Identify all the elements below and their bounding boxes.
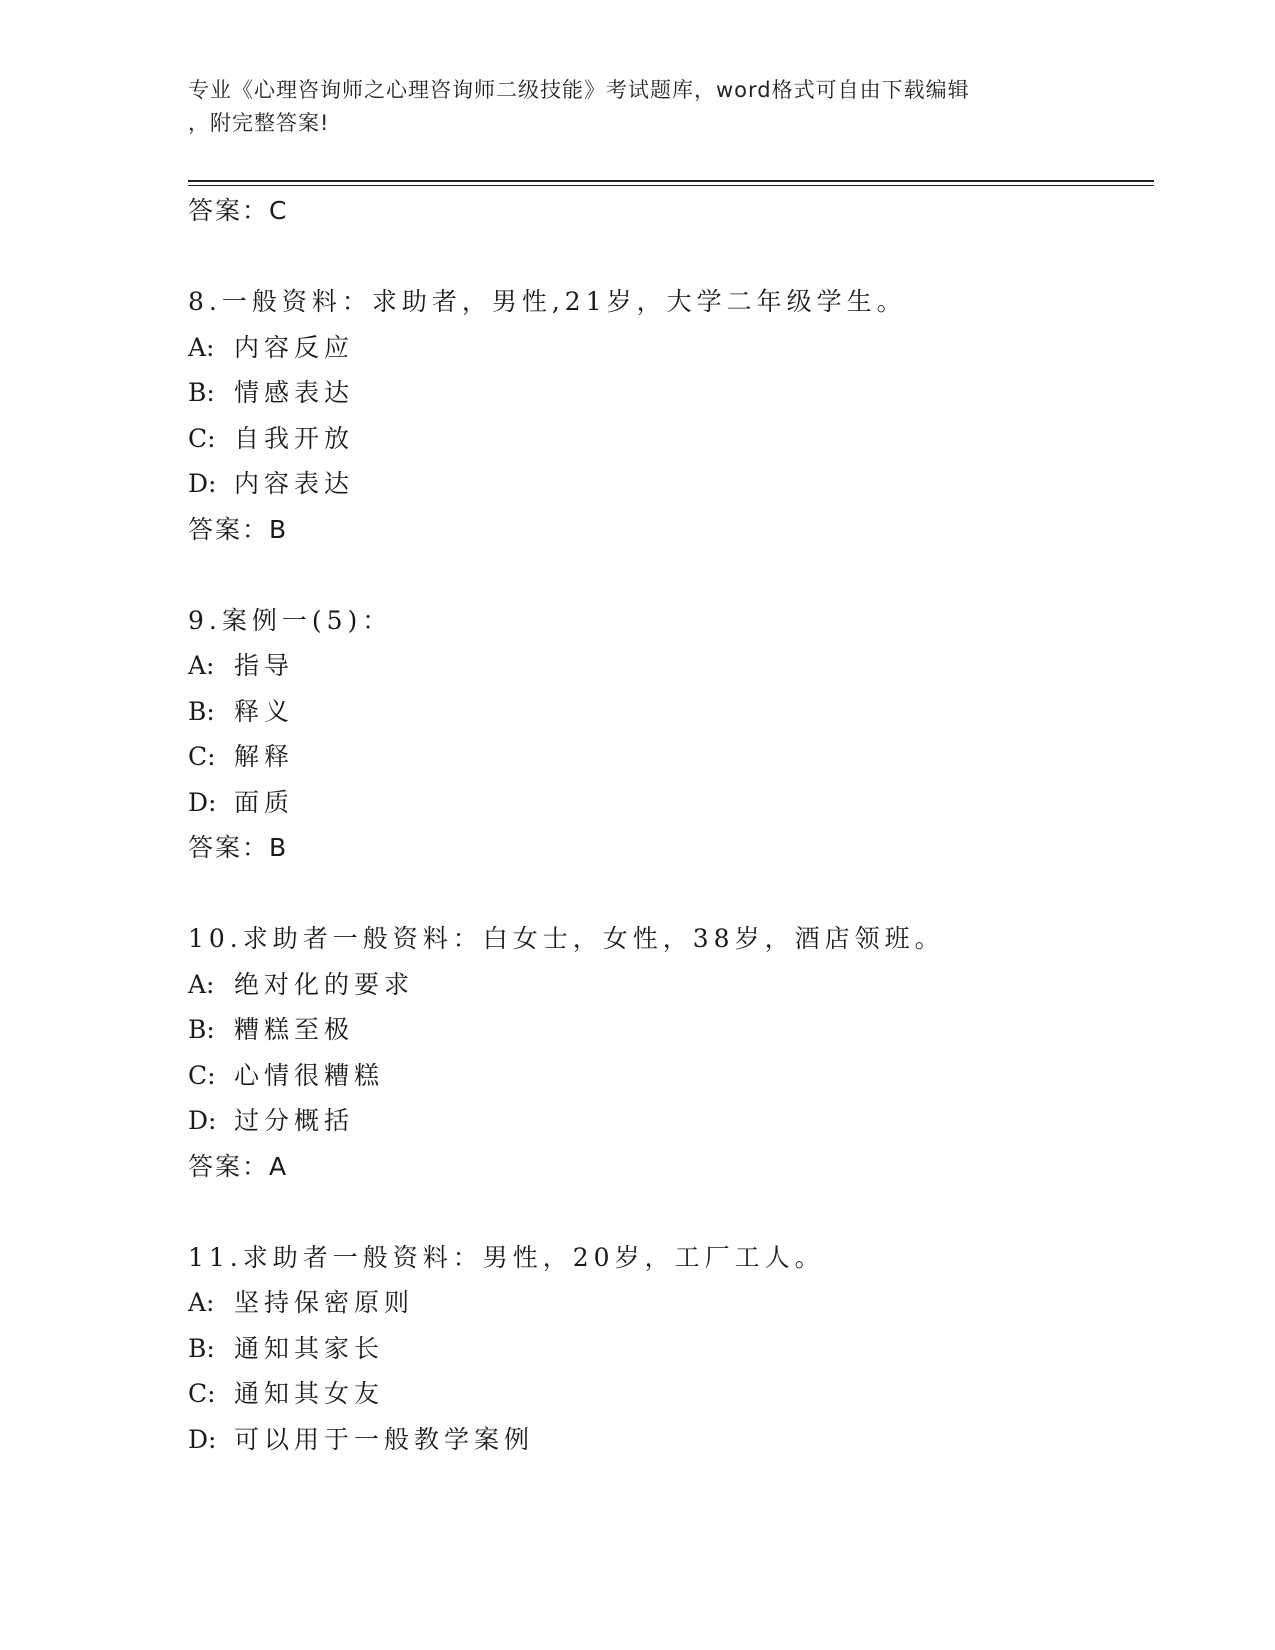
option-key: C:: [188, 1379, 216, 1408]
option-text: 糟糕至极: [234, 1015, 355, 1044]
option-c: [188, 1053, 1154, 1099]
option-key: D:: [188, 1424, 217, 1454]
option-text: 面质: [234, 787, 295, 817]
answer-line: 答案：A: [188, 1151, 289, 1181]
spacer: [188, 552, 1154, 598]
question-block: [188, 916, 1154, 1189]
option-text: 自我开放: [234, 423, 355, 453]
option-text: 心情很糟糕: [234, 1060, 385, 1090]
option-text: 过分概括: [234, 1106, 355, 1135]
option-text: 绝对化的要求: [234, 969, 415, 999]
header-rule-thin: [188, 185, 1154, 186]
option-d: [188, 780, 1154, 826]
option-text: 内容表达: [234, 469, 355, 498]
option-c: [188, 1371, 1154, 1417]
answer-line: 答案：B: [188, 514, 289, 544]
question-stem: 11.求助者一般资料：男性，20岁，工厂工人。: [188, 1242, 825, 1272]
option-key: D:: [188, 1106, 217, 1135]
option-a: [188, 1280, 1154, 1326]
header-line-1: 专业《心理咨询师之心理咨询师二级技能》考试题库，word格式可自由下载编辑: [188, 78, 970, 102]
option-c: [188, 734, 1154, 780]
option-a: [188, 643, 1154, 689]
option-key: B:: [188, 696, 215, 726]
option-key: C:: [188, 423, 216, 453]
option-a: [188, 962, 1154, 1008]
option-key: A:: [188, 651, 215, 680]
question-block: [188, 598, 1154, 871]
option-key: B:: [188, 1015, 215, 1044]
document-header: [188, 74, 1088, 140]
question-block: [188, 279, 1154, 552]
option-key: D:: [188, 787, 217, 817]
option-text: 解释: [234, 742, 295, 771]
header-line-2: ，附完整答案!: [188, 111, 330, 135]
question-stem: 9.案例一(5)：: [188, 605, 393, 635]
question-list: [188, 188, 1154, 1462]
spacer: [188, 234, 1154, 280]
option-text: 通知其家长: [234, 1333, 385, 1363]
option-d: [188, 1098, 1154, 1144]
spacer: [188, 1189, 1154, 1235]
option-text: 释义: [234, 696, 295, 726]
option-key: B:: [188, 1333, 215, 1363]
option-key: D:: [188, 469, 217, 498]
option-c: [188, 416, 1154, 462]
option-b: [188, 1326, 1154, 1372]
option-text: 坚持保密原则: [234, 1288, 415, 1317]
question-stem: 10.求助者一般资料：白女士，女性，38岁，酒店领班。: [188, 924, 945, 953]
option-key: A:: [188, 969, 215, 999]
option-key: C:: [188, 742, 216, 771]
option-b: [188, 370, 1154, 416]
option-text: 指导: [234, 651, 295, 680]
option-text: 可以用于一般教学案例: [234, 1424, 535, 1454]
option-b: [188, 1007, 1154, 1053]
answer-line: 答案：C: [188, 196, 289, 225]
option-text: 情感表达: [234, 378, 355, 407]
option-text: 通知其女友: [234, 1379, 385, 1408]
question-stem: 8.一般资料：求助者，男性,21岁，大学二年级学生。: [188, 287, 907, 316]
option-text: 内容反应: [234, 332, 355, 362]
option-b: [188, 689, 1154, 735]
option-a: [188, 325, 1154, 371]
option-d: [188, 461, 1154, 507]
answer-line: 答案：B: [188, 833, 289, 862]
option-key: B:: [188, 378, 215, 407]
option-key: A:: [188, 332, 215, 362]
option-key: C:: [188, 1060, 216, 1090]
header-rule-thick: [188, 180, 1154, 182]
option-d: [188, 1417, 1154, 1463]
spacer: [188, 871, 1154, 917]
question-block: [188, 1235, 1154, 1463]
option-key: A:: [188, 1288, 215, 1317]
